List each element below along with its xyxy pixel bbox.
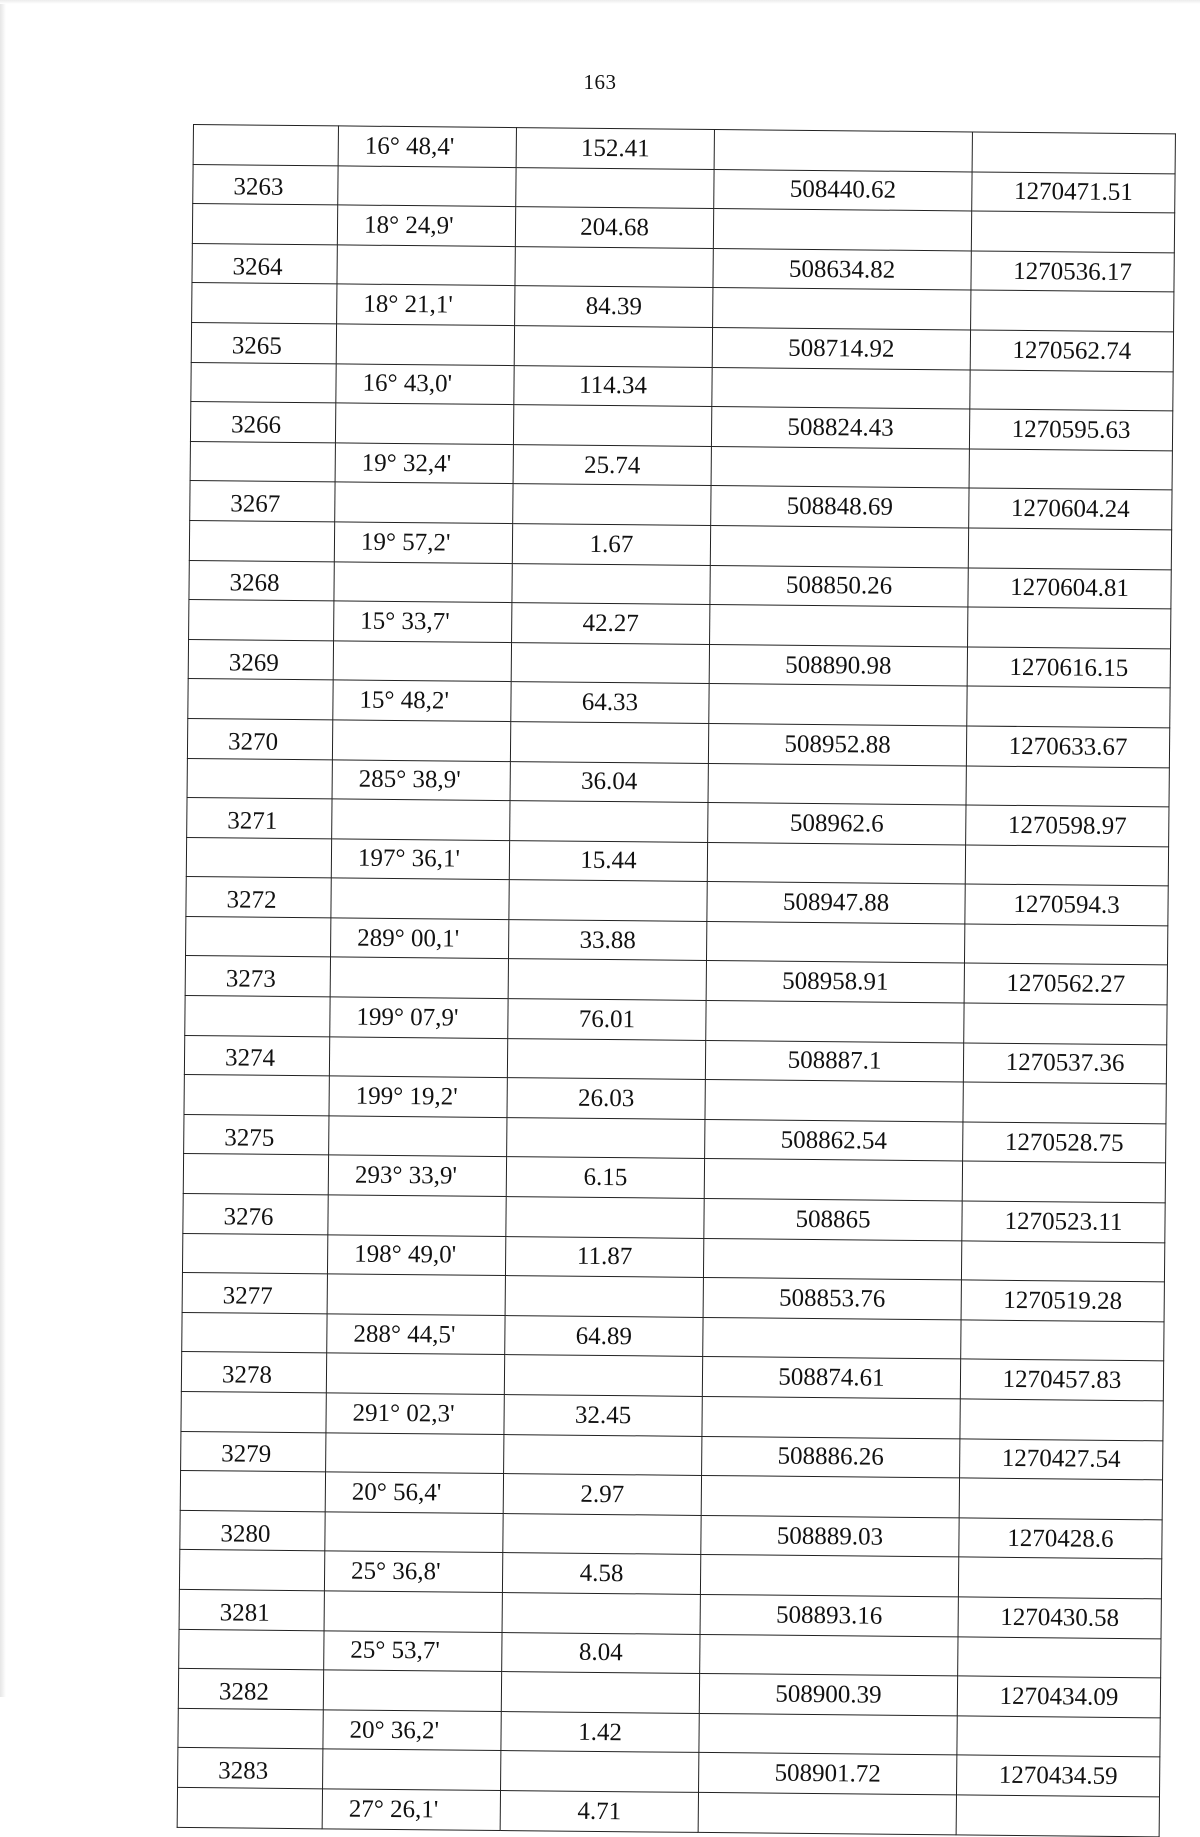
line-length-cell: 26.03 bbox=[507, 1078, 705, 1119]
point-number-cell bbox=[189, 520, 334, 561]
y-coordinate-cell bbox=[959, 1478, 1162, 1520]
direction-angle-cell: 288° 44,5' bbox=[327, 1314, 505, 1355]
y-coordinate-cell: 1270434.59 bbox=[956, 1755, 1159, 1797]
x-coordinate-cell bbox=[698, 1792, 956, 1834]
y-coordinate-cell bbox=[968, 528, 1171, 570]
direction-angle-cell: 20° 56,4' bbox=[325, 1472, 503, 1513]
x-coordinate-cell bbox=[701, 1476, 959, 1518]
x-coordinate-cell bbox=[711, 446, 969, 488]
line-length-cell: 114.34 bbox=[514, 365, 712, 406]
point-number-cell bbox=[192, 283, 337, 324]
coordinates-table bbox=[177, 124, 1176, 1837]
x-coordinate-cell: 508874.61 bbox=[702, 1357, 960, 1399]
line-length-cell: 36.04 bbox=[510, 761, 708, 802]
line-length-cell: 152.41 bbox=[516, 128, 714, 169]
line-length-cell bbox=[508, 959, 706, 1000]
x-coordinate-cell: 508865 bbox=[704, 1198, 962, 1240]
direction-angle-cell: 16° 48,4' bbox=[338, 126, 516, 167]
y-coordinate-cell bbox=[971, 290, 1174, 332]
point-number-cell: 3264 bbox=[192, 243, 337, 284]
y-coordinate-cell bbox=[968, 607, 1171, 649]
point-number-cell bbox=[182, 1312, 327, 1353]
line-length-cell: 64.33 bbox=[511, 682, 709, 723]
line-length-cell bbox=[510, 801, 708, 842]
direction-angle-cell: 27° 26,1' bbox=[322, 1789, 500, 1830]
direction-angle-cell bbox=[327, 1274, 505, 1315]
direction-angle-cell: 285° 38,9' bbox=[332, 759, 510, 800]
line-length-cell: 1.67 bbox=[512, 524, 710, 565]
x-coordinate-cell: 508848.69 bbox=[711, 486, 969, 528]
y-coordinate-cell: 1270598.97 bbox=[966, 805, 1169, 847]
line-length-cell: 76.01 bbox=[508, 999, 706, 1040]
page-number: 163 bbox=[583, 70, 617, 94]
line-length-cell bbox=[513, 405, 711, 446]
line-length-cell: 33.88 bbox=[508, 919, 706, 960]
direction-angle-cell: 199° 07,9' bbox=[330, 997, 508, 1038]
line-length-cell: 4.58 bbox=[502, 1553, 700, 1594]
line-length-cell bbox=[503, 1513, 701, 1554]
x-coordinate-cell bbox=[712, 367, 970, 409]
line-length-cell: 2.97 bbox=[503, 1474, 701, 1515]
x-coordinate-cell: 508947.88 bbox=[707, 882, 965, 924]
y-coordinate-cell: 1270562.27 bbox=[964, 963, 1167, 1005]
x-coordinate-cell: 508893.16 bbox=[700, 1594, 958, 1636]
direction-angle-cell bbox=[336, 324, 514, 365]
point-number-cell bbox=[191, 362, 336, 403]
point-number-cell: 3283 bbox=[178, 1748, 323, 1789]
point-number-cell: 3270 bbox=[187, 718, 332, 759]
direction-angle-cell bbox=[335, 482, 513, 523]
y-coordinate-cell: 1270457.83 bbox=[960, 1359, 1163, 1401]
y-coordinate-cell bbox=[967, 686, 1170, 728]
point-number-cell: 3267 bbox=[190, 481, 335, 522]
line-length-cell bbox=[501, 1751, 699, 1792]
y-coordinate-cell: 1270604.81 bbox=[968, 567, 1171, 609]
x-coordinate-cell: 508952.88 bbox=[708, 723, 966, 765]
y-coordinate-cell: 1270594.3 bbox=[965, 884, 1168, 926]
line-length-cell: 4.71 bbox=[500, 1790, 698, 1831]
point-number-cell: 3276 bbox=[183, 1193, 328, 1234]
x-coordinate-cell: 508634.82 bbox=[713, 248, 971, 290]
coordinates-table-body bbox=[177, 125, 1175, 1837]
direction-angle-cell bbox=[332, 720, 510, 761]
direction-angle-cell bbox=[334, 561, 512, 602]
x-coordinate-cell bbox=[705, 1080, 963, 1122]
point-number-cell: 3268 bbox=[189, 560, 334, 601]
direction-angle-cell bbox=[337, 245, 515, 286]
line-length-cell: 64.89 bbox=[505, 1315, 703, 1356]
y-coordinate-cell: 1270595.63 bbox=[969, 409, 1172, 451]
point-number-cell bbox=[192, 204, 337, 245]
direction-angle-cell bbox=[326, 1353, 504, 1394]
line-length-cell: 11.87 bbox=[505, 1236, 703, 1277]
point-number-cell bbox=[190, 441, 335, 482]
point-number-cell bbox=[182, 1233, 327, 1274]
direction-angle-cell bbox=[323, 1749, 501, 1790]
line-length-cell bbox=[502, 1593, 700, 1634]
line-length-cell: 8.04 bbox=[502, 1632, 700, 1673]
direction-angle-cell: 15° 48,2' bbox=[333, 680, 511, 721]
point-number-cell bbox=[187, 758, 332, 799]
point-number-cell bbox=[179, 1629, 324, 1670]
direction-angle-cell: 197° 36,1' bbox=[331, 839, 509, 880]
x-coordinate-cell bbox=[704, 1159, 962, 1201]
point-number-cell: 3271 bbox=[187, 798, 332, 839]
direction-angle-cell: 18° 24,9' bbox=[337, 205, 515, 246]
x-coordinate-cell bbox=[713, 288, 971, 330]
y-coordinate-cell bbox=[960, 1399, 1163, 1441]
point-number-cell bbox=[180, 1471, 325, 1512]
y-coordinate-cell bbox=[958, 1636, 1161, 1678]
direction-angle-cell bbox=[333, 641, 511, 682]
y-coordinate-cell bbox=[957, 1716, 1160, 1758]
y-coordinate-cell: 1270528.75 bbox=[963, 1122, 1166, 1164]
x-coordinate-cell: 508958.91 bbox=[706, 961, 964, 1003]
y-coordinate-cell: 1270604.24 bbox=[969, 488, 1172, 530]
point-number-cell bbox=[188, 679, 333, 720]
y-coordinate-cell bbox=[961, 1320, 1164, 1362]
point-number-cell bbox=[183, 1154, 328, 1195]
direction-angle-cell: 291° 02,3' bbox=[326, 1393, 504, 1434]
point-number-cell bbox=[186, 916, 331, 957]
point-number-cell: 3282 bbox=[178, 1669, 323, 1710]
point-number-cell: 3274 bbox=[184, 1035, 329, 1076]
point-number-cell bbox=[189, 600, 334, 641]
x-coordinate-cell bbox=[702, 1396, 960, 1438]
x-coordinate-cell bbox=[700, 1634, 958, 1676]
y-coordinate-cell: 1270562.74 bbox=[970, 330, 1173, 372]
x-coordinate-cell: 508962.6 bbox=[708, 803, 966, 845]
direction-angle-cell bbox=[332, 799, 510, 840]
direction-angle-cell bbox=[324, 1591, 502, 1632]
y-coordinate-cell bbox=[958, 1557, 1161, 1599]
line-length-cell bbox=[507, 1117, 705, 1158]
direction-angle-cell: 19° 32,4' bbox=[335, 443, 513, 484]
line-length-cell bbox=[507, 1038, 705, 1079]
y-coordinate-cell: 1270427.54 bbox=[960, 1439, 1163, 1481]
scan-shadow-left bbox=[0, 0, 6, 1697]
point-number-cell bbox=[177, 1787, 322, 1828]
point-number-cell: 3280 bbox=[180, 1510, 325, 1551]
line-length-cell bbox=[510, 721, 708, 762]
x-coordinate-cell bbox=[703, 1238, 961, 1280]
point-number-cell: 3279 bbox=[181, 1431, 326, 1472]
point-number-cell: 3277 bbox=[182, 1273, 327, 1314]
y-coordinate-cell bbox=[964, 1003, 1167, 1045]
line-length-cell bbox=[511, 642, 709, 683]
direction-angle-cell bbox=[325, 1512, 503, 1553]
point-number-cell: 3278 bbox=[181, 1352, 326, 1393]
x-coordinate-cell: 508440.62 bbox=[714, 169, 972, 211]
y-coordinate-cell: 1270523.11 bbox=[962, 1201, 1165, 1243]
x-coordinate-cell bbox=[708, 763, 966, 805]
y-coordinate-cell: 1270471.51 bbox=[972, 172, 1175, 214]
y-coordinate-cell: 1270430.58 bbox=[958, 1597, 1161, 1639]
line-length-cell: 204.68 bbox=[515, 207, 713, 248]
y-coordinate-cell: 1270519.28 bbox=[961, 1280, 1164, 1322]
direction-angle-cell: 198° 49,0' bbox=[327, 1234, 505, 1275]
y-coordinate-cell bbox=[966, 765, 1169, 807]
point-number-cell bbox=[185, 996, 330, 1037]
line-length-cell bbox=[513, 484, 711, 525]
line-length-cell: 42.27 bbox=[512, 603, 710, 644]
line-length-cell bbox=[506, 1197, 704, 1238]
x-coordinate-cell: 508887.1 bbox=[705, 1040, 963, 1082]
point-number-cell bbox=[179, 1550, 324, 1591]
x-coordinate-cell bbox=[714, 130, 972, 172]
x-coordinate-cell: 508824.43 bbox=[711, 407, 969, 449]
y-coordinate-cell bbox=[963, 1082, 1166, 1124]
y-coordinate-cell: 1270537.36 bbox=[963, 1043, 1166, 1085]
direction-angle-cell: 16° 43,0' bbox=[336, 363, 514, 404]
x-coordinate-cell bbox=[706, 921, 964, 963]
x-coordinate-cell: 508890.98 bbox=[709, 644, 967, 686]
direction-angle-cell: 19° 57,2' bbox=[334, 522, 512, 563]
y-coordinate-cell: 1270536.17 bbox=[971, 251, 1174, 293]
line-length-cell bbox=[509, 880, 707, 921]
x-coordinate-cell bbox=[707, 842, 965, 884]
y-coordinate-cell bbox=[971, 211, 1174, 253]
y-coordinate-cell: 1270428.6 bbox=[959, 1518, 1162, 1560]
line-length-cell bbox=[505, 1276, 703, 1317]
line-length-cell bbox=[504, 1355, 702, 1396]
line-length-cell: 84.39 bbox=[515, 286, 713, 327]
y-coordinate-cell bbox=[956, 1795, 1159, 1837]
direction-angle-cell bbox=[330, 957, 508, 998]
y-coordinate-cell: 1270616.15 bbox=[967, 647, 1170, 689]
direction-angle-cell: 293° 33,9' bbox=[328, 1155, 506, 1196]
point-number-cell: 3266 bbox=[190, 402, 335, 443]
direction-angle-cell: 289° 00,1' bbox=[331, 918, 509, 959]
y-coordinate-cell: 1270434.09 bbox=[957, 1676, 1160, 1718]
direction-angle-cell: 18° 21,1' bbox=[337, 284, 515, 325]
direction-angle-cell bbox=[338, 165, 516, 206]
line-length-cell bbox=[512, 563, 710, 604]
direction-angle-cell: 25° 36,8' bbox=[324, 1551, 502, 1592]
line-length-cell bbox=[501, 1672, 699, 1713]
point-number-cell: 3263 bbox=[193, 164, 338, 205]
y-coordinate-cell bbox=[964, 924, 1167, 966]
x-coordinate-cell: 508714.92 bbox=[712, 327, 970, 369]
line-length-cell bbox=[515, 246, 713, 287]
line-length-cell bbox=[504, 1434, 702, 1475]
line-length-cell: 25.74 bbox=[513, 444, 711, 485]
point-number-cell bbox=[186, 837, 331, 878]
x-coordinate-cell bbox=[709, 684, 967, 726]
y-coordinate-cell bbox=[969, 449, 1172, 491]
direction-angle-cell: 20° 36,2' bbox=[323, 1710, 501, 1751]
direction-angle-cell bbox=[335, 403, 513, 444]
direction-angle-cell: 199° 19,2' bbox=[329, 1076, 507, 1117]
y-coordinate-cell bbox=[970, 370, 1173, 412]
line-length-cell bbox=[514, 326, 712, 367]
x-coordinate-cell: 508900.39 bbox=[699, 1674, 957, 1716]
direction-angle-cell bbox=[329, 1116, 507, 1157]
line-length-cell: 6.15 bbox=[506, 1157, 704, 1198]
y-coordinate-cell bbox=[965, 845, 1168, 887]
x-coordinate-cell bbox=[699, 1713, 957, 1755]
y-coordinate-cell bbox=[962, 1161, 1165, 1203]
point-number-cell bbox=[184, 1075, 329, 1116]
point-number-cell: 3275 bbox=[184, 1114, 329, 1155]
point-number-cell bbox=[193, 125, 338, 166]
x-coordinate-cell bbox=[710, 525, 968, 567]
y-coordinate-cell: 1270633.67 bbox=[966, 726, 1169, 768]
line-length-cell: 32.45 bbox=[504, 1395, 702, 1436]
x-coordinate-cell bbox=[713, 209, 971, 251]
x-coordinate-cell bbox=[703, 1317, 961, 1359]
line-length-cell: 1.42 bbox=[501, 1711, 699, 1752]
point-number-cell bbox=[181, 1391, 326, 1432]
direction-angle-cell bbox=[328, 1195, 506, 1236]
x-coordinate-cell bbox=[700, 1555, 958, 1597]
direction-angle-cell bbox=[331, 878, 509, 919]
x-coordinate-cell bbox=[710, 605, 968, 647]
point-number-cell: 3272 bbox=[186, 877, 331, 918]
direction-angle-cell bbox=[326, 1432, 504, 1473]
direction-angle-cell: 15° 33,7' bbox=[334, 601, 512, 642]
x-coordinate-cell: 508850.26 bbox=[710, 565, 968, 607]
x-coordinate-cell bbox=[706, 1001, 964, 1043]
x-coordinate-cell: 508901.72 bbox=[699, 1753, 957, 1795]
x-coordinate-cell: 508889.03 bbox=[701, 1515, 959, 1557]
y-coordinate-cell bbox=[961, 1241, 1164, 1283]
line-length-cell bbox=[516, 167, 714, 208]
x-coordinate-cell: 508886.26 bbox=[702, 1436, 960, 1478]
x-coordinate-cell: 508862.54 bbox=[705, 1119, 963, 1161]
point-number-cell: 3281 bbox=[179, 1589, 324, 1630]
point-number-cell: 3273 bbox=[185, 956, 330, 997]
line-length-cell: 15.44 bbox=[509, 840, 707, 881]
point-number-cell: 3269 bbox=[188, 639, 333, 680]
table-row bbox=[177, 1787, 1159, 1836]
direction-angle-cell bbox=[323, 1670, 501, 1711]
direction-angle-cell bbox=[329, 1037, 507, 1078]
x-coordinate-cell: 508853.76 bbox=[703, 1278, 961, 1320]
scan-shadow-top bbox=[0, 0, 1200, 4]
direction-angle-cell: 25° 53,7' bbox=[324, 1630, 502, 1671]
y-coordinate-cell bbox=[972, 132, 1175, 174]
point-number-cell bbox=[178, 1708, 323, 1749]
point-number-cell: 3265 bbox=[191, 322, 336, 363]
